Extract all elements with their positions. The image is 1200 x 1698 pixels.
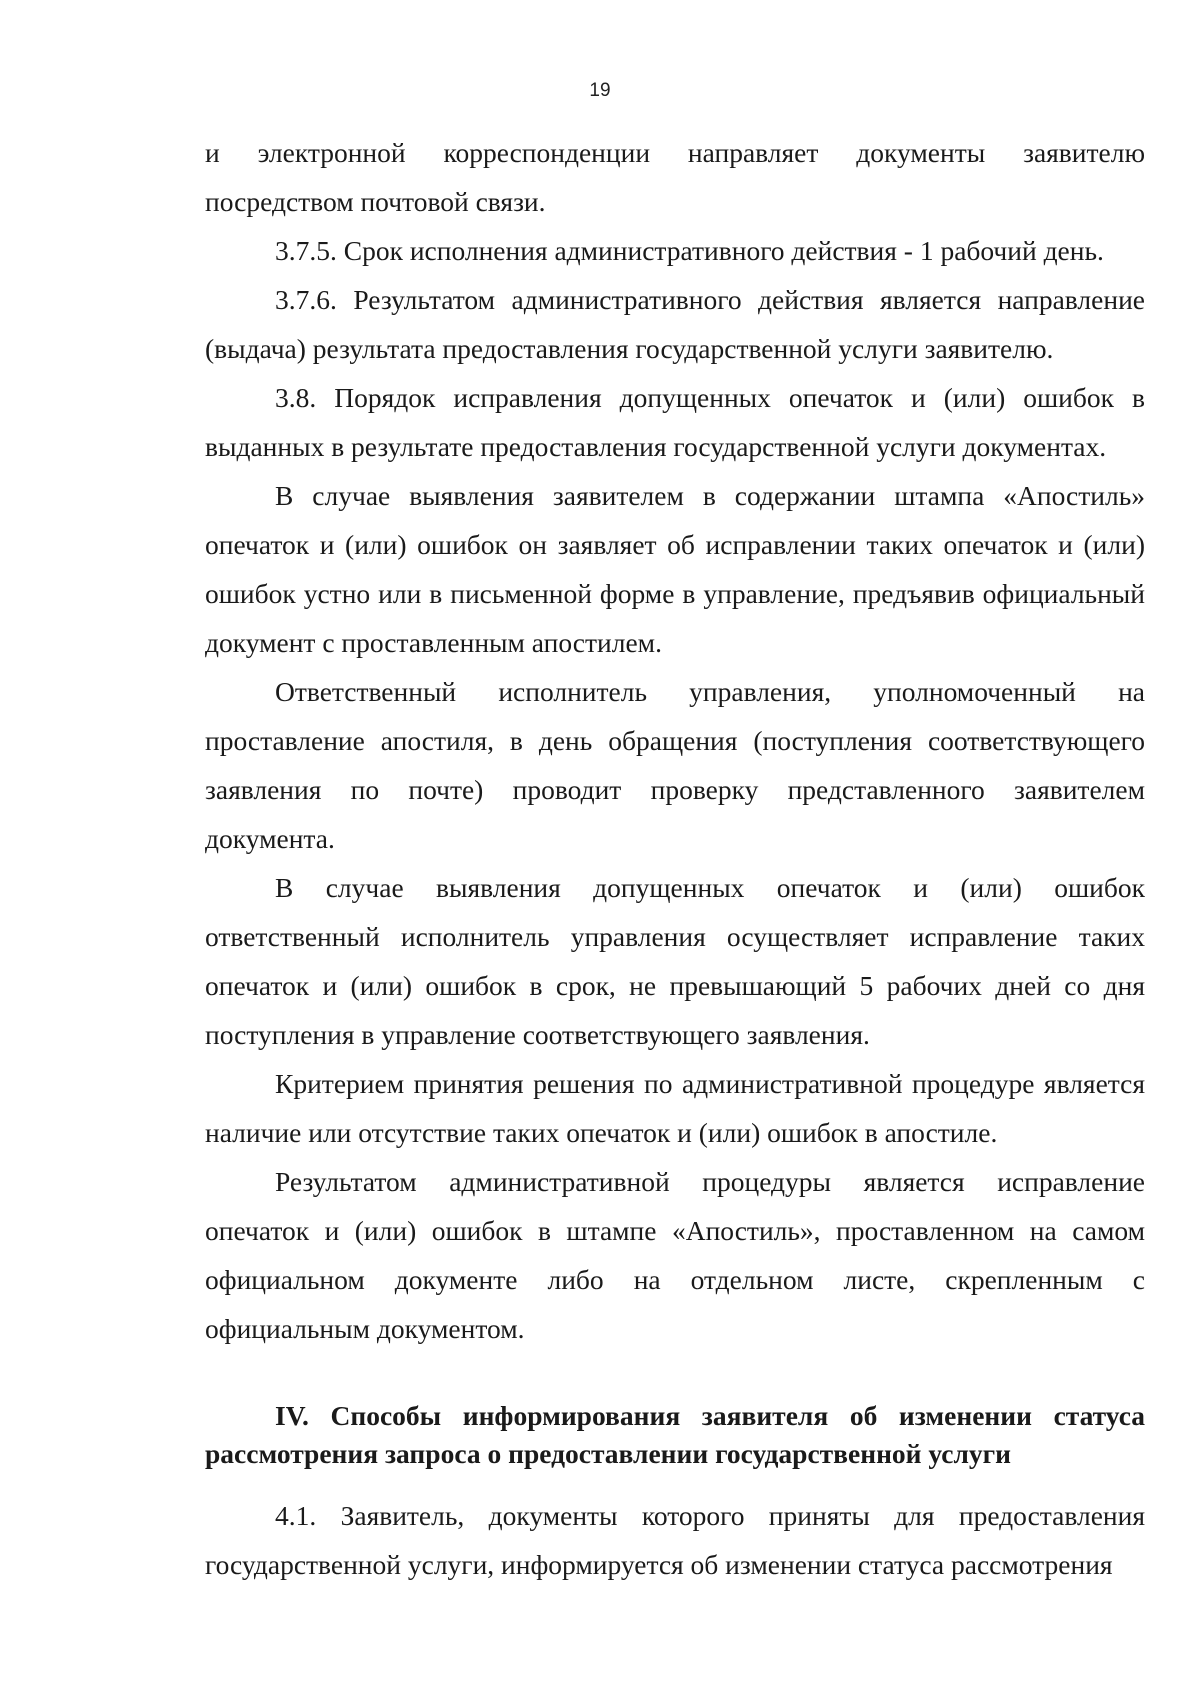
paragraph-apostille-errors: В случае выявления заявителем в содержании штампа «Апостиль» опечаток и (или) ошибок он заявляет об исправлении таких опечаток и (или) ошибок устно или в письменной форме в управление, предъявив официальный документ с проставленным апостилем. (205, 480, 1145, 658)
document-body (205, 128, 1145, 1589)
paragraph-responsible-executor: Ответственный исполнитель управления, уполномоченный на проставление апостиля, в день обращения (поступления соответствующего заявления по почте) проводит проверку представленного заявителем документа. (205, 676, 1145, 854)
paragraph-3-7-6: 3.7.6. Результатом административного действия является направление (выдача) результата предоставления государственной услуги заявителю. (205, 284, 1145, 364)
paragraph-3-7-5: 3.7.5. Срок исполнения административного действия - 1 рабочий день. (275, 235, 1104, 266)
paragraph-procedure-result: Результатом административной процедуры является исправление опечаток и (или) ошибок в штампе «Апостиль», проставленном на самом официальном документе либо на отдельном листе, скрепленным с официальным документом. (205, 1166, 1145, 1344)
paragraph-3-8: 3.8. Порядок исправления допущенных опечаток и (или) ошибок в выданных в результате предоставления государственной услуги документах. (205, 382, 1145, 462)
paragraph-continuation: и электронной корреспонденции направляет документы заявителю посредством почтовой связи. (205, 137, 1145, 217)
paragraph-correction-term: В случае выявления допущенных опечаток и (или) ошибок ответственный исполнитель управления осуществляет исправление таких опечаток и (или) ошибок в срок, не превышающий 5 рабочих дней со дня поступления в управление соответствующего заявления. (205, 872, 1145, 1050)
section-heading: IV. Способы информирования заявителя об изменении статуса рассмотрения запроса о предоставлении государственной услуги (205, 1400, 1145, 1469)
paragraph-4-1: 4.1. Заявитель, документы которого приняты для предоставления государственной услуги, информируется об изменении статуса рассмотрения (205, 1500, 1145, 1580)
page-number: 19 (589, 80, 611, 101)
paragraph-decision-criterion: Критерием принятия решения по административной процедуре является наличие или отсутствие таких опечаток и (или) ошибок в апостиле. (205, 1068, 1145, 1148)
